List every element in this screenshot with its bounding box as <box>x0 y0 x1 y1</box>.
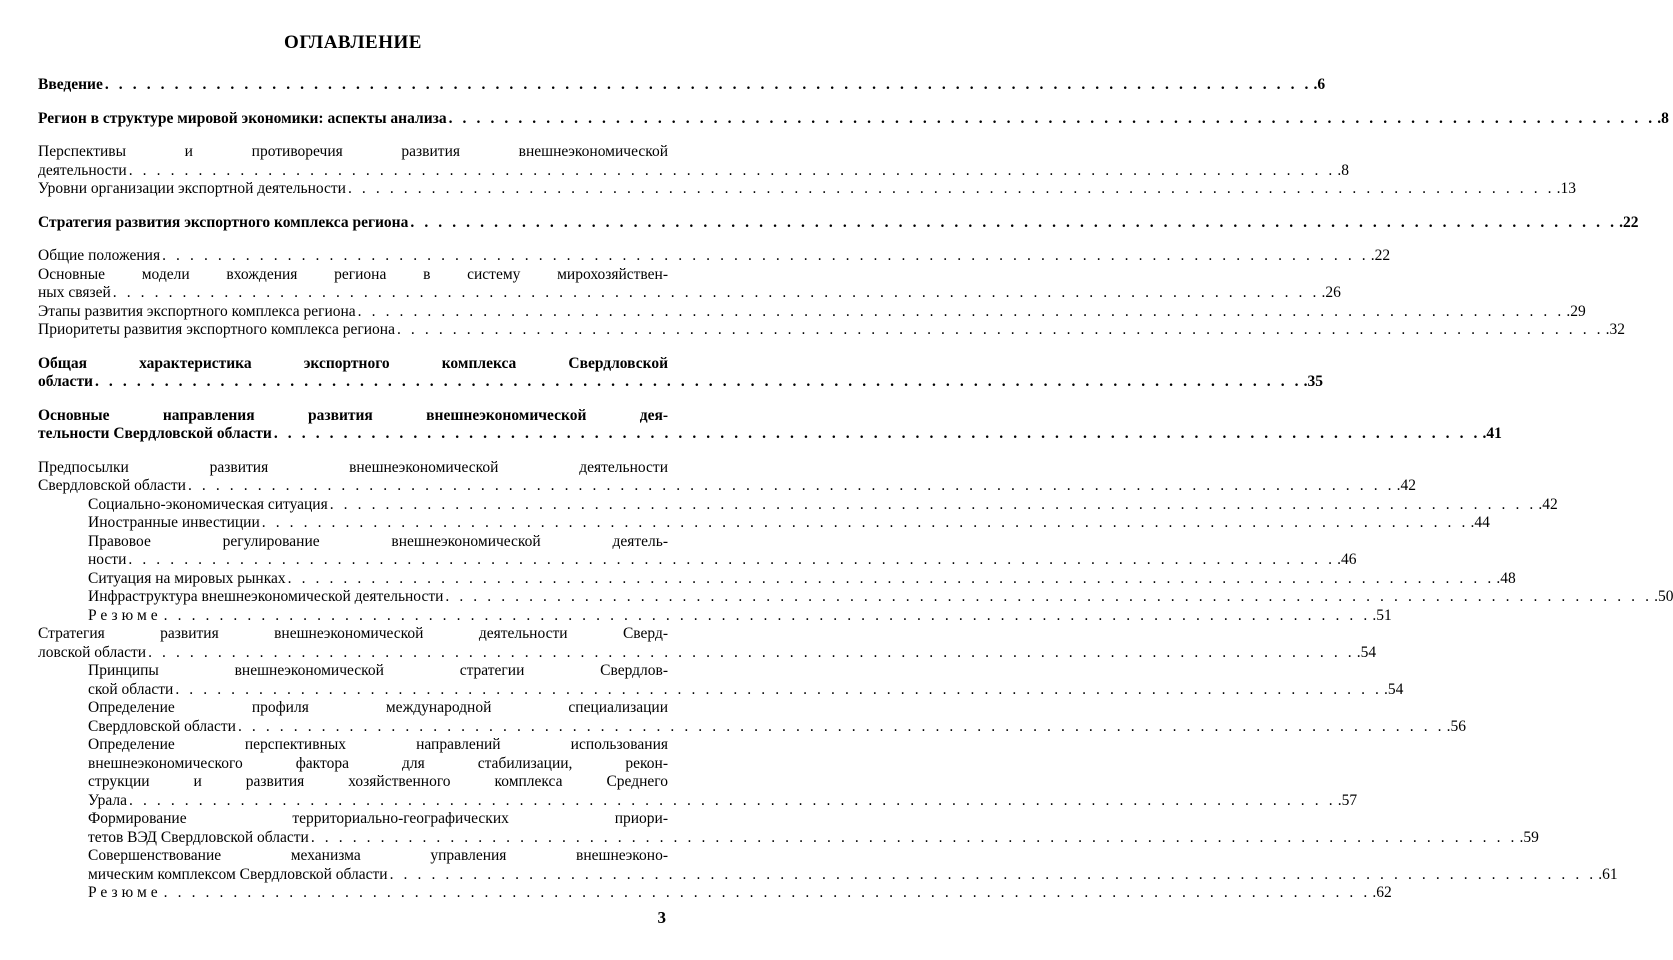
toc-entry-line <box>38 180 1577 199</box>
dot-leader: . . . . . . . . . . . . . . . . . . . . . . . . . . . . . . . . . . . . . . . . . . . . . . . . . . . . . . . . . . . . . . . . . . . . . . . . . . . . . . . . . . . . . . . <box>104 76 1312 93</box>
toc-entry <box>38 406 1502 444</box>
toc-entry-line <box>38 302 1586 322</box>
toc-entry-text: Урала <box>88 791 127 809</box>
toc-entry-line <box>88 606 1392 626</box>
toc-entry-line <box>88 569 1516 589</box>
toc-entry-line <box>88 680 1404 700</box>
toc-page-ref: .54 <box>1384 680 1404 698</box>
dot-leader: . . . . . . . . . . . . . . . . . . . . . . . . . . . . . . . . . . . . . . . . . . . . . . . . . . . . . . . . . . . . . . . . . . . . . . . . . . . . . . . . . . . . . . . <box>163 884 1371 901</box>
toc-entry-text: деятельности <box>38 161 127 179</box>
toc-entry-line <box>88 884 1392 903</box>
toc-page-ref: .26 <box>1321 284 1341 301</box>
toc-entry <box>38 354 1324 392</box>
toc-entry-line <box>38 109 1669 129</box>
toc-entry <box>38 213 1639 233</box>
toc-entry-text: Формирование территориально-географических приори- <box>88 810 668 827</box>
dot-leader: . . . . . . . . . . . . . . . . . . . . . . . . . . . . . . . . . . . . . . . . . . . . . . . . . . . . . . . . . . . . . . . . . . . . . . . . . . . . . . . . . . . . . . . <box>128 551 1336 568</box>
dot-leader: . . . . . . . . . . . . . . . . . . . . . . . . . . . . . . . . . . . . . . . . . . . . . . . . . . . . . . . . . . . . . . . . . . . . . . . . . . . . . . . . . . . . . . . <box>347 180 1555 197</box>
dot-leader: . . . . . . . . . . . . . . . . . . . . . . . . . . . . . . . . . . . . . . . . . . . . . . . . . . . . . . . . . . . . . . . . . . . . . . . . . . . . . . . . . . . . . . . <box>163 606 1371 624</box>
dot-leader: . . . . . . . . . . . . . . . . . . . . . . . . . . . . . . . . . . . . . . . . . . . . . . . . . . . . . . . . . . . . . . . . . . . . . . . . . . . . . . . . . . . . . . . <box>410 213 1618 231</box>
toc-page-ref: .35 <box>1303 373 1324 390</box>
toc-page-ref: .22 <box>1619 213 1639 231</box>
toc-entry-text: Стратегия развития экспортного комплекса региона <box>38 213 409 231</box>
dot-leader: . . . . . . . . . . . . . . . . . . . . . . . . . . . . . . . . . . . . . . . . . . . . . . . . . . . . . . . . . . . . . . . . . . . . . . . . . . . . . . . . . . . . . . . <box>148 643 1355 661</box>
toc-entry <box>38 495 1558 515</box>
toc-entry-text: Предпосылки развития внешнеэкономической деятельности <box>38 458 668 476</box>
toc-entry-text: ской области <box>88 680 174 698</box>
dot-leader: . . . . . . . . . . . . . . . . . . . . . . . . . . . . . . . . . . . . . . . . . . . . . . . . . . . . . . . . . . . . . . . . . . . . . . . . . . . . . . . . . . . . . . . <box>287 569 1495 587</box>
dot-leader: . . . . . . . . . . . . . . . . . . . . . . . . . . . . . . . . . . . . . . . . . . . . . . . . . . . . . . . . . . . . . . . . . . . . . . . . . . . . . . . . . . . . . . . <box>175 680 1383 698</box>
dot-leader: . . . . . . . . . . . . . . . . . . . . . . . . . . . . . . . . . . . . . . . . . . . . . . . . . . . . . . . . . . . . . . . . . . . . . . . . . . . . . . . . . . . . . . . <box>396 321 1604 338</box>
dot-leader: . . . . . . . . . . . . . . . . . . . . . . . . . . . . . . . . . . . . . . . . . . . . . . . . . . . . . . . . . . . . . . . . . . . . . . . . . . . . . . . . . . . . . . . <box>445 588 1653 605</box>
toc-entry-text: области <box>38 373 93 390</box>
toc-entry-line <box>88 551 1357 570</box>
toc-title: ОГЛАВЛЕНИЕ <box>284 32 422 53</box>
toc-entry-line <box>38 477 1417 496</box>
toc-entry <box>38 847 1618 884</box>
toc-entry <box>38 606 1392 626</box>
toc-entry-line <box>38 161 1350 181</box>
toc-entry-text: тельности Свердловской области <box>38 425 272 442</box>
toc-page-ref: .50 <box>1654 588 1673 605</box>
toc-page-ref: .22 <box>1370 247 1391 264</box>
toc-entry-line <box>38 643 1377 663</box>
toc-entry <box>38 247 1391 266</box>
toc-entry-text: Общая характеристика экспортного комплекса Свердловской <box>38 354 668 372</box>
toc-entry-line <box>88 717 1467 737</box>
toc-entry-line <box>88 865 1618 885</box>
toc-page-ref: .62 <box>1372 884 1392 901</box>
toc-entry <box>38 109 1669 129</box>
toc-page-ref: .48 <box>1496 569 1516 587</box>
toc-page-ref: .29 <box>1566 302 1586 320</box>
toc-page-ref: .6 <box>1313 76 1326 93</box>
toc-page-ref: .57 <box>1337 791 1358 809</box>
dot-leader: . . . . . . . . . . . . . . . . . . . . . . . . . . . . . . . . . . . . . . . . . . . . . . . . . . . . . . . . . . . . . . . . . . . . . . . . . . . . . . . . . . . . . . . <box>112 284 1320 301</box>
toc-entry <box>38 699 1467 736</box>
dot-leader: . . . . . . . . . . . . . . . . . . . . . . . . . . . . . . . . . . . . . . . . . . . . . . . . . . . . . . . . . . . . . . . . . . . . . . . . . . . . . . . . . . . . . . . <box>448 109 1656 127</box>
toc-entry-line <box>38 284 1341 303</box>
toc-entry-text: струкции и развития хозяйственного комплекса Среднего <box>88 773 668 790</box>
toc-entry-text: Правовое регулирование внешнеэкономической деятель- <box>88 532 668 550</box>
toc-entry <box>38 514 1490 533</box>
toc-entry-line <box>38 425 1502 444</box>
toc-page <box>38 32 1673 903</box>
toc-entry <box>38 76 1326 95</box>
toc-entry-text: Регион в структуре мировой экономики: аспекты анализа <box>38 109 447 127</box>
toc-entry-text: ловской области <box>38 643 147 661</box>
toc-page-ref: .8 <box>1657 109 1669 127</box>
toc-entry <box>38 265 1341 303</box>
toc-entry-text: Основные модели вхождения региона в систему мирохозяйствен- <box>38 265 668 283</box>
toc-entry <box>38 458 1417 496</box>
toc-entry-line <box>38 247 1391 266</box>
toc-page-ref: .54 <box>1356 643 1377 661</box>
dot-leader: . . . . . . . . . . . . . . . . . . . . . . . . . . . . . . . . . . . . . . . . . . . . . . . . . . . . . . . . . . . . . . . . . . . . . . . . . . . . . . . . . . . . . . . <box>94 373 1302 390</box>
toc-page-ref: .13 <box>1556 180 1577 197</box>
toc-entry-line <box>88 791 1358 811</box>
toc-entry <box>38 810 1539 847</box>
toc-entry <box>38 569 1516 589</box>
toc-entry-text: Ситуация на мировых рынках <box>88 569 286 587</box>
toc-entry-text: внешнеэкономического фактора для стабилизации, рекон- <box>88 754 668 772</box>
toc-entry <box>38 588 1673 607</box>
toc-entry <box>38 180 1577 199</box>
dot-leader: . . . . . . . . . . . . . . . . . . . . . . . . . . . . . . . . . . . . . . . . . . . . . . . . . . . . . . . . . . . . . . . . . . . . . . . . . . . . . . . . . . . . . . . <box>162 247 1369 264</box>
toc-entry-line <box>38 76 1326 95</box>
toc-page-ref: .59 <box>1519 828 1539 846</box>
toc-entry <box>38 321 1626 340</box>
toc-entry-text: Общие положения <box>38 247 161 264</box>
toc-entry <box>38 143 1350 180</box>
toc-entry-text: Перспективы и противоречия развития внешнеэкономической <box>38 143 668 160</box>
dot-leader: . . . . . . . . . . . . . . . . . . . . . . . . . . . . . . . . . . . . . . . . . . . . . . . . . . . . . . . . . . . . . . . . . . . . . . . . . . . . . . . . . . . . . . . <box>129 791 1336 809</box>
toc-entry <box>38 532 1357 570</box>
dot-leader: . . . . . . . . . . . . . . . . . . . . . . . . . . . . . . . . . . . . . . . . . . . . . . . . . . . . . . . . . . . . . . . . . . . . . . . . . . . . . . . . . . . . . . . <box>310 828 1518 846</box>
toc-entry <box>38 302 1586 322</box>
toc-entry-text: Определение перспективных направлений использования <box>88 736 668 753</box>
toc-entry-text: Введение <box>38 76 103 93</box>
toc-entry-text: Стратегия развития внешнеэкономической деятельности Сверд- <box>38 625 668 642</box>
toc-entry-text: Свердловской области <box>88 717 236 735</box>
toc-entry-line <box>88 588 1673 607</box>
toc-entry-text: ности <box>88 551 127 568</box>
dot-leader: . . . . . . . . . . . . . . . . . . . . . . . . . . . . . . . . . . . . . . . . . . . . . . . . . . . . . . . . . . . . . . . . . . . . . . . . . . . . . . . . . . . . . . . <box>273 425 1481 442</box>
toc-entry-line <box>88 828 1539 848</box>
toc-entry-text: ных связей <box>38 284 111 301</box>
toc-list <box>38 76 1673 903</box>
toc-entry-text: Иностранные инвестиции <box>88 514 260 531</box>
toc-entry-text: мическим комплексом Свердловской области <box>88 865 388 883</box>
toc-entry-text: Резюме <box>88 606 162 624</box>
toc-entry <box>38 884 1392 903</box>
toc-page-ref: .56 <box>1446 717 1467 735</box>
toc-entry-text: Резюме <box>88 884 162 901</box>
toc-page-ref: .32 <box>1605 321 1626 338</box>
toc-entry-text: Социально-экономическая ситуация <box>88 495 328 513</box>
toc-page-ref: .51 <box>1372 606 1392 624</box>
dot-leader: . . . . . . . . . . . . . . . . . . . . . . . . . . . . . . . . . . . . . . . . . . . . . . . . . . . . . . . . . . . . . . . . . . . . . . . . . . . . . . . . . . . . . . . <box>128 161 1336 179</box>
toc-entry-text: Уровни организации экспортной деятельности <box>38 180 346 197</box>
toc-entry-text: Совершенствование механизма управления внешнеэконо- <box>88 847 668 864</box>
toc-entry-line <box>38 321 1626 340</box>
toc-entry-text: Основные направления развития внешнеэкономической дея- <box>38 406 668 424</box>
toc-page-ref: .41 <box>1482 425 1502 442</box>
toc-page-ref: .46 <box>1337 551 1357 568</box>
toc-page-ref: .61 <box>1598 865 1618 883</box>
toc-entry-text: Этапы развития экспортного комплекса региона <box>38 302 356 320</box>
dot-leader: . . . . . . . . . . . . . . . . . . . . . . . . . . . . . . . . . . . . . . . . . . . . . . . . . . . . . . . . . . . . . . . . . . . . . . . . . . . . . . . . . . . . . . . <box>261 514 1469 531</box>
toc-entry-text: Приоритеты развития экспортного комплекса региона <box>38 321 395 338</box>
toc-page-ref: .44 <box>1470 514 1490 531</box>
toc-entry <box>38 625 1377 662</box>
toc-entry-line <box>88 514 1490 533</box>
toc-page-ref: .42 <box>1396 477 1417 494</box>
toc-entry-text: Принципы внешнеэкономической стратегии Свердлов- <box>88 662 668 679</box>
dot-leader: . . . . . . . . . . . . . . . . . . . . . . . . . . . . . . . . . . . . . . . . . . . . . . . . . . . . . . . . . . . . . . . . . . . . . . . . . . . . . . . . . . . . . . . <box>357 302 1565 320</box>
toc-entry-line <box>38 373 1324 392</box>
toc-entry-line <box>38 213 1639 233</box>
dot-leader: . . . . . . . . . . . . . . . . . . . . . . . . . . . . . . . . . . . . . . . . . . . . . . . . . . . . . . . . . . . . . . . . . . . . . . . . . . . . . . . . . . . . . . . <box>329 495 1537 513</box>
toc-entry-text: Определение профиля международной специализации <box>88 699 668 716</box>
dot-leader: . . . . . . . . . . . . . . . . . . . . . . . . . . . . . . . . . . . . . . . . . . . . . . . . . . . . . . . . . . . . . . . . . . . . . . . . . . . . . . . . . . . . . . . <box>389 865 1597 883</box>
dot-leader: . . . . . . . . . . . . . . . . . . . . . . . . . . . . . . . . . . . . . . . . . . . . . . . . . . . . . . . . . . . . . . . . . . . . . . . . . . . . . . . . . . . . . . . <box>187 477 1395 494</box>
toc-entry <box>38 662 1404 699</box>
toc-entry-line <box>88 495 1558 515</box>
toc-entry <box>38 736 1358 810</box>
toc-entry-text: Свердловской области <box>38 477 186 494</box>
page-number: 3 <box>657 908 666 927</box>
dot-leader: . . . . . . . . . . . . . . . . . . . . . . . . . . . . . . . . . . . . . . . . . . . . . . . . . . . . . . . . . . . . . . . . . . . . . . . . . . . . . . . . . . . . . . . <box>237 717 1445 735</box>
toc-entry-text: тетов ВЭД Свердловской области <box>88 828 309 846</box>
toc-page-ref: .42 <box>1538 495 1558 513</box>
toc-entry-text: Инфраструктура внешнеэкономической деятельности <box>88 588 444 605</box>
toc-page-ref: .8 <box>1337 161 1350 179</box>
